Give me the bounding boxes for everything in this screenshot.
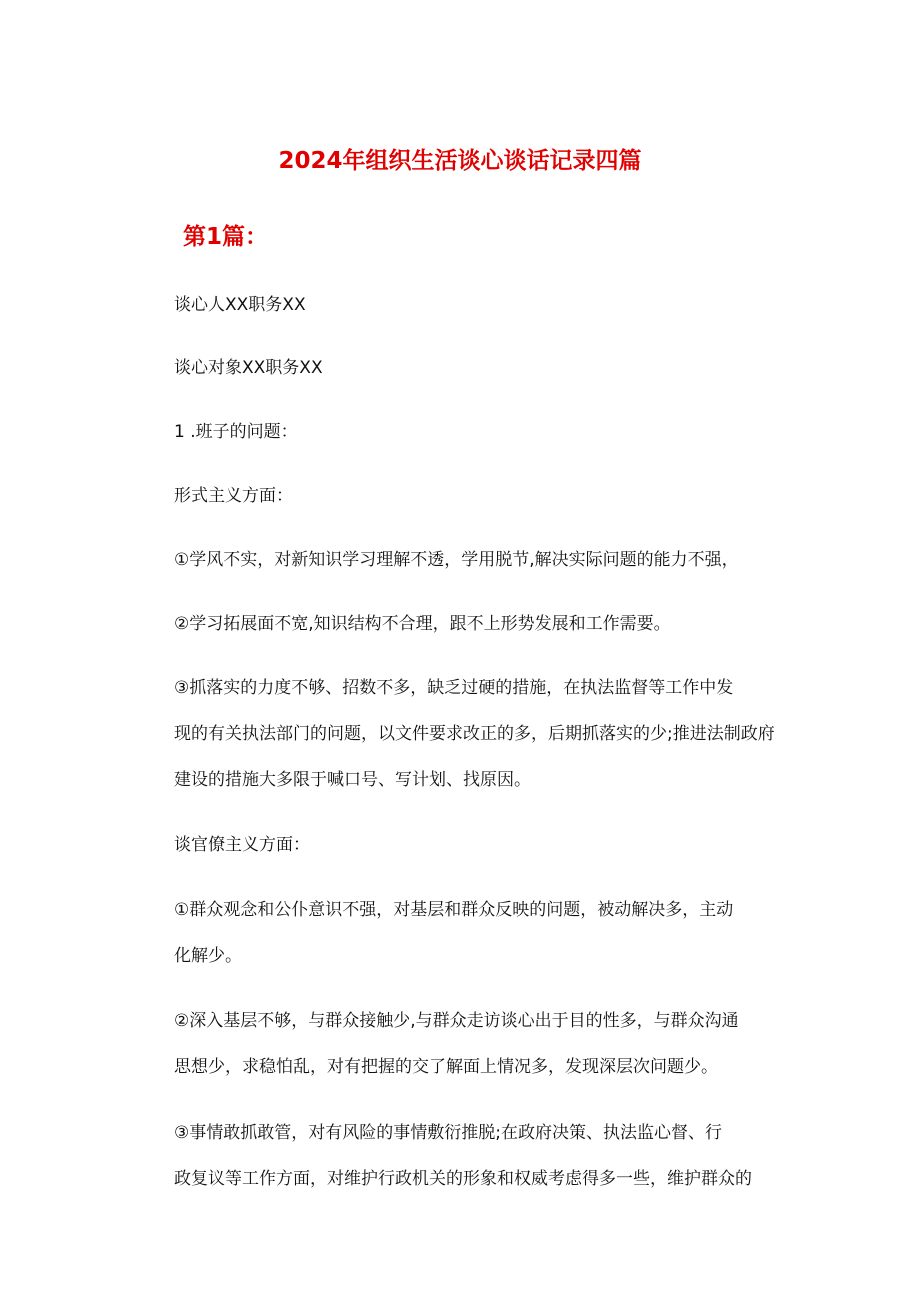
talker-line: 谈心人XX职务XX (174, 295, 306, 315)
formalism-heading: 形式主义方面： (174, 486, 293, 506)
formalism-point-1: ①学风不实，对新知识学习理解不透，学用脱节,解决实际问题的能力不强， (174, 550, 739, 570)
target-line: 谈心对象XX职务XX (174, 358, 323, 378)
formalism-point-3-line-2: 现的有关执法部门的问题，以文件要求改正的多，后期抓落实的少;推进法制政府 (174, 724, 775, 744)
bureaucracy-point-2-line-2: 思想少，求稳怕乱，对有把握的交了解面上情况多，发现深层次问题少。 (174, 1057, 718, 1077)
bureaucracy-point-2-line-1: ②深入基层不够，与群众接触少,与群众走访谈心出于目的性多，与群众沟通 (174, 1011, 739, 1031)
section-heading: 第1篇： (183, 224, 269, 250)
bureaucracy-point-1-line-1: ①群众观念和公仆意识不强，对基层和群众反映的问题，被动解决多，主动 (174, 900, 734, 920)
bureaucracy-heading: 谈官僚主义方面： (174, 835, 310, 855)
formalism-point-2: ②学习拓展面不宽,知识结构不合理，跟不上形势发展和工作需要。 (174, 614, 671, 634)
item-heading: 1 .班子的问题： (174, 422, 298, 442)
bureaucracy-point-3-line-2: 政复议等工作方面，对维护行政机关的形象和权威考虑得多一些，维护群众的 (174, 1169, 752, 1189)
document-title: 2024年组织生活谈心谈话记录四篇 (278, 148, 642, 174)
bureaucracy-point-1-line-2: 化解少。 (174, 946, 242, 966)
formalism-point-3-line-3: 建设的措施大多限于喊口号、写计划、找原因。 (174, 770, 531, 790)
formalism-point-3-line-1: ③抓落实的力度不够、招数不多，缺乏过硬的措施，在执法监督等工作中发 (174, 678, 734, 698)
bureaucracy-point-3-line-1: ③事情敢抓敢管，对有风险的事情敷衍推脱;在政府决策、执法监心督、行 (174, 1123, 722, 1143)
